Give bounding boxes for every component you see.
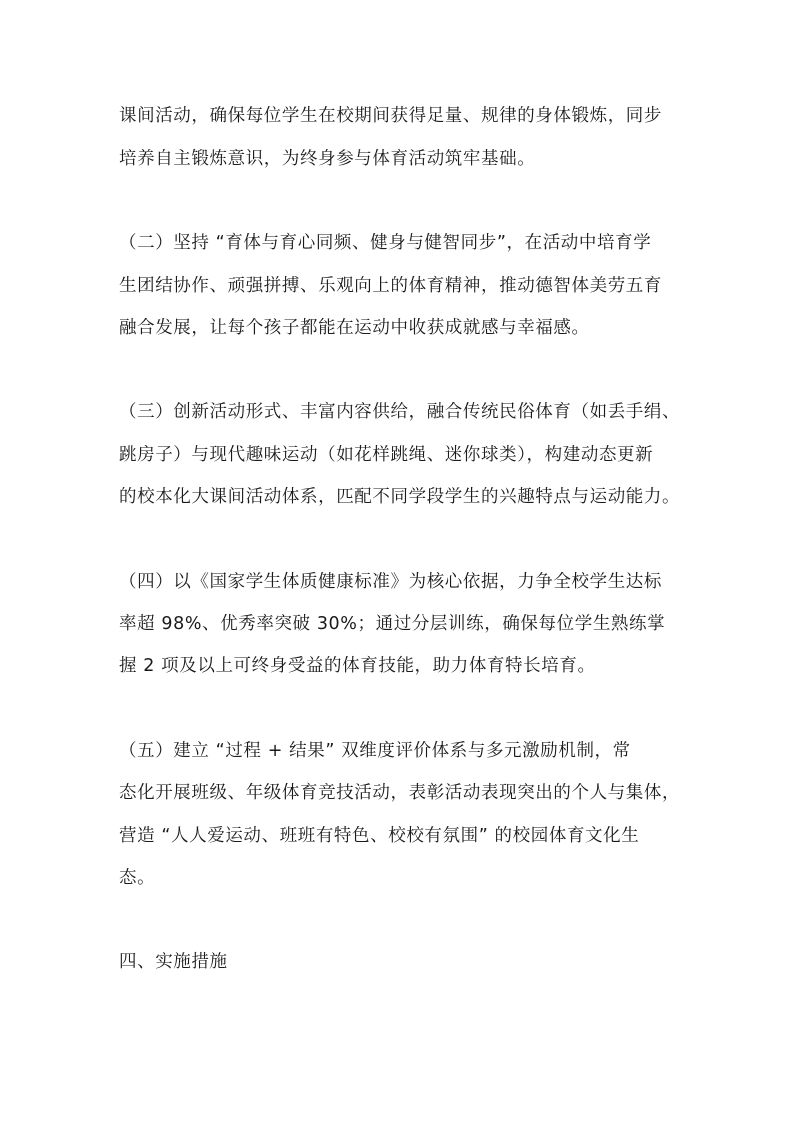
paragraph-line: （二）坚持 “育体与育心同频、健身与健智同步”，在活动中培育学 <box>119 233 652 253</box>
paragraph-line: 生团结协作、顽强拼搏、乐观向上的体育精神，推动德智体美劳五育 <box>119 276 662 296</box>
paragraph-line: 培养自主锻炼意识，为终身参与体育活动筑牢基础。 <box>119 149 536 169</box>
section-heading: 四、实施措施 <box>119 952 228 972</box>
paragraph-line: （四）以《国家学生体质健康标准》为核心依据，力争全校学生达标 <box>119 572 662 592</box>
paragraph-line: （三）创新活动形式、丰富内容供给，融合传统民俗体育（如丢手绢、 <box>119 402 681 422</box>
paragraph-line: 营造 “人人爱运动、班班有特色、校校有氛围” 的校园体育文化生 <box>119 826 640 846</box>
paragraph-line: 态。 <box>119 868 156 888</box>
paragraph-line: 跳房子）与现代趣味运动（如花样跳绳、迷你球类），构建动态更新 <box>119 445 654 465</box>
paragraph-line: 态化开展班级、年级体育竞技活动，表彰活动表现突出的个人与集体， <box>119 783 681 803</box>
paragraph-line: 率超 98%、优秀率突破 30%；通过分层训练，确保每位学生熟练掌 <box>119 614 666 634</box>
paragraph-line: 课间活动，确保每位学生在校期间获得足量、规律的身体锻炼，同步 <box>119 106 662 126</box>
paragraph-line: （五）建立 “过程 + 结果” 双维度评价体系与多元激励机制，常 <box>119 741 631 761</box>
paragraph-line: 融合发展，让每个孩子都能在运动中收获成就感与幸福感。 <box>119 318 590 338</box>
paragraph-line: 的校本化大课间活动体系，匹配不同学段学生的兴趣特点与运动能力。 <box>119 487 681 507</box>
paragraph-line: 握 2 项及以上可终身受益的体育技能，助力体育特长培育。 <box>119 656 596 676</box>
